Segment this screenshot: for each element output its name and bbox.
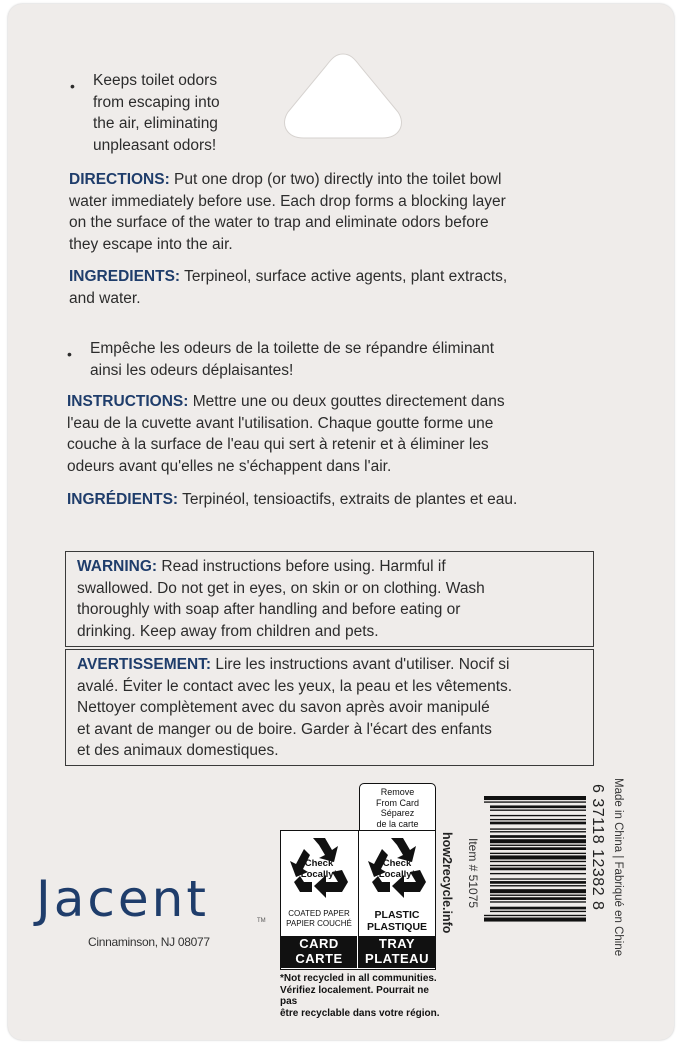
text-line: Nettoyer complètement avec du savon après avoir manipulé [77,699,490,716]
barcode-bar [490,822,586,825]
text-line: PLASTIQUE [366,921,428,933]
ingredients-label: INGREDIENTS: [69,268,181,285]
text-line: Terpinéol, tensioactifs, extraits de plantes et eau. [178,491,518,508]
barcode-bar [490,855,586,859]
barcode-bar [490,897,586,900]
made-in-china: Made in China | Fabriqué en Chine [612,778,624,957]
text-line: l'eau de la cuvette avant l'utilisation. Chaque goutte forme une [67,414,494,432]
material-label [281,909,357,929]
text-line: COATED PAPER [288,909,350,918]
brand-logo: Jacent [36,870,209,928]
text-line: unpleasant odors! [93,136,217,154]
text-line: they escape into the air. [69,235,233,253]
text-line: *Not recycled in all communities. [280,973,437,984]
text-line: Mettre une ou deux gouttes directement dans [188,393,505,410]
avertissement-label: AVERTISSEMENT: [77,656,212,673]
barcode-bar [490,831,586,832]
barcode-bar [490,845,586,846]
text-line: Locally* [378,868,416,880]
avertissement-box [65,649,594,766]
text-line: couche à la surface de l'eau qui sert à retenir et à éliminer les [67,436,489,453]
text-line: from escaping into [93,93,220,111]
barcode-number: 6 37118 12382 8 [589,784,606,911]
barcode-bar [490,835,586,838]
text-line: CARD [299,936,339,951]
english-bullet [93,70,220,156]
ingredients-fr-label: INGRÉDIENTS: [67,491,179,508]
barcode-bar [490,911,586,912]
barcode-bar [490,881,586,884]
barcode-bar [490,810,586,811]
check-locally-text [359,859,435,880]
text-line: the air, eliminating [93,115,218,132]
text-line: et des animaux domestiques. [77,742,279,759]
french-bullet [90,338,494,381]
directions-label: DIRECTIONS: [69,171,170,188]
material-label [359,909,435,933]
text-line: avalé. Éviter le contact avec les yeux, la peau et les vêtements. [77,677,513,695]
text-line: Check [304,858,334,869]
component-type-label [359,936,435,968]
barcode-bar [490,901,586,902]
bullet-dot: • [70,78,75,94]
barcode-bar [484,918,586,922]
remove-from-card-label [359,783,436,831]
barcode-bar [490,828,586,829]
warning-box [65,551,594,647]
barcode-bar [490,878,586,879]
barcode-bar [490,847,586,850]
bullet-dot: • [67,346,72,362]
ingredients-fr-paragraph [67,489,517,511]
barcode-bar [490,819,586,820]
ingredients-paragraph [69,266,507,309]
barcode-bar [490,889,586,893]
barcode-bar [490,861,586,862]
text-line: Check [382,858,412,869]
text-line: ainsi les odeurs déplaisantes! [90,361,294,379]
barcode-bar [490,865,586,866]
component-type-label [281,936,357,968]
text-line: From Card [375,797,419,808]
brand-address: Cinnaminson, NJ 08077 [88,935,210,949]
recycle-label [280,830,436,970]
directions-paragraph [69,169,506,255]
instructions-paragraph [67,391,505,477]
item-number: Item # 51075 [466,838,480,909]
barcode-bar [490,853,586,854]
text-line: PLATEAU [365,951,429,966]
text-line: Vérifiez localement. Pourrait ne pas [280,984,429,1007]
text-line: swallowed. Do not get in eyes, on skin or on clothing. Wash [77,579,485,597]
text-line: water immediately before use. Each drop forms a blocking layer [69,192,506,210]
barcode-bar [490,839,586,843]
barcode-bar [490,895,586,896]
recycle-tray-column [359,831,436,968]
text-line: thoroughly with soap after handling and before eating or [77,601,461,618]
text-line: PLASTIC [374,909,420,921]
barcode-bar [484,796,586,800]
upc-barcode [484,796,586,982]
barcode-bar [490,815,586,816]
recycle-card-column [281,831,359,968]
how2recycle-website: how2recycle.info [440,832,454,934]
text-line: and water. [69,289,141,307]
barcode-bar [490,907,586,910]
text-line: PAPIER COUCHÉ [286,919,352,928]
text-line: et avant de manger ou de boire. Garder à l'écart des enfants [77,720,492,738]
text-line: TRAY [378,936,416,951]
text-line: Empêche les odeurs de la toilette de se répandre éliminant [90,340,495,357]
instructions-label: INSTRUCTIONS: [67,393,189,410]
barcode-bar [490,868,586,871]
text-line: Read instructions before using. Harmful if [157,558,446,575]
text-line: Keeps toilet odors [93,72,218,89]
check-locally-text [281,859,357,880]
barcode-bar [490,805,586,808]
barcode-bar [484,801,586,802]
text-line: drinking. Keep away from children and pets. [77,622,379,640]
barcode-bar [484,915,586,916]
text-line: Séparez [380,808,415,818]
trademark: TM [257,918,266,924]
text-line: de la carte [376,818,419,829]
text-line: CARTE [295,951,343,966]
recycle-note [280,973,440,1019]
text-line: Remove [380,787,415,797]
text-line: Lire les instructions avant d'utiliser. Nocif si [211,656,510,673]
text-line: on the surface of the water to trap and eliminate odors before [69,214,489,231]
text-line: odeurs avant qu'elles ne s'échappent dans l'air. [67,457,392,475]
barcode-bar [490,885,586,886]
text-line: Locally* [300,868,338,880]
warning-label: WARNING: [77,558,158,575]
text-line: Put one drop (or two) directly into the toilet bowl [169,171,502,188]
text-line: Terpineol, surface active agents, plant extracts, [180,268,508,285]
text-line: être recyclable dans votre région. [280,1007,440,1019]
barcode-bar [490,873,586,874]
hang-hole [282,50,404,142]
